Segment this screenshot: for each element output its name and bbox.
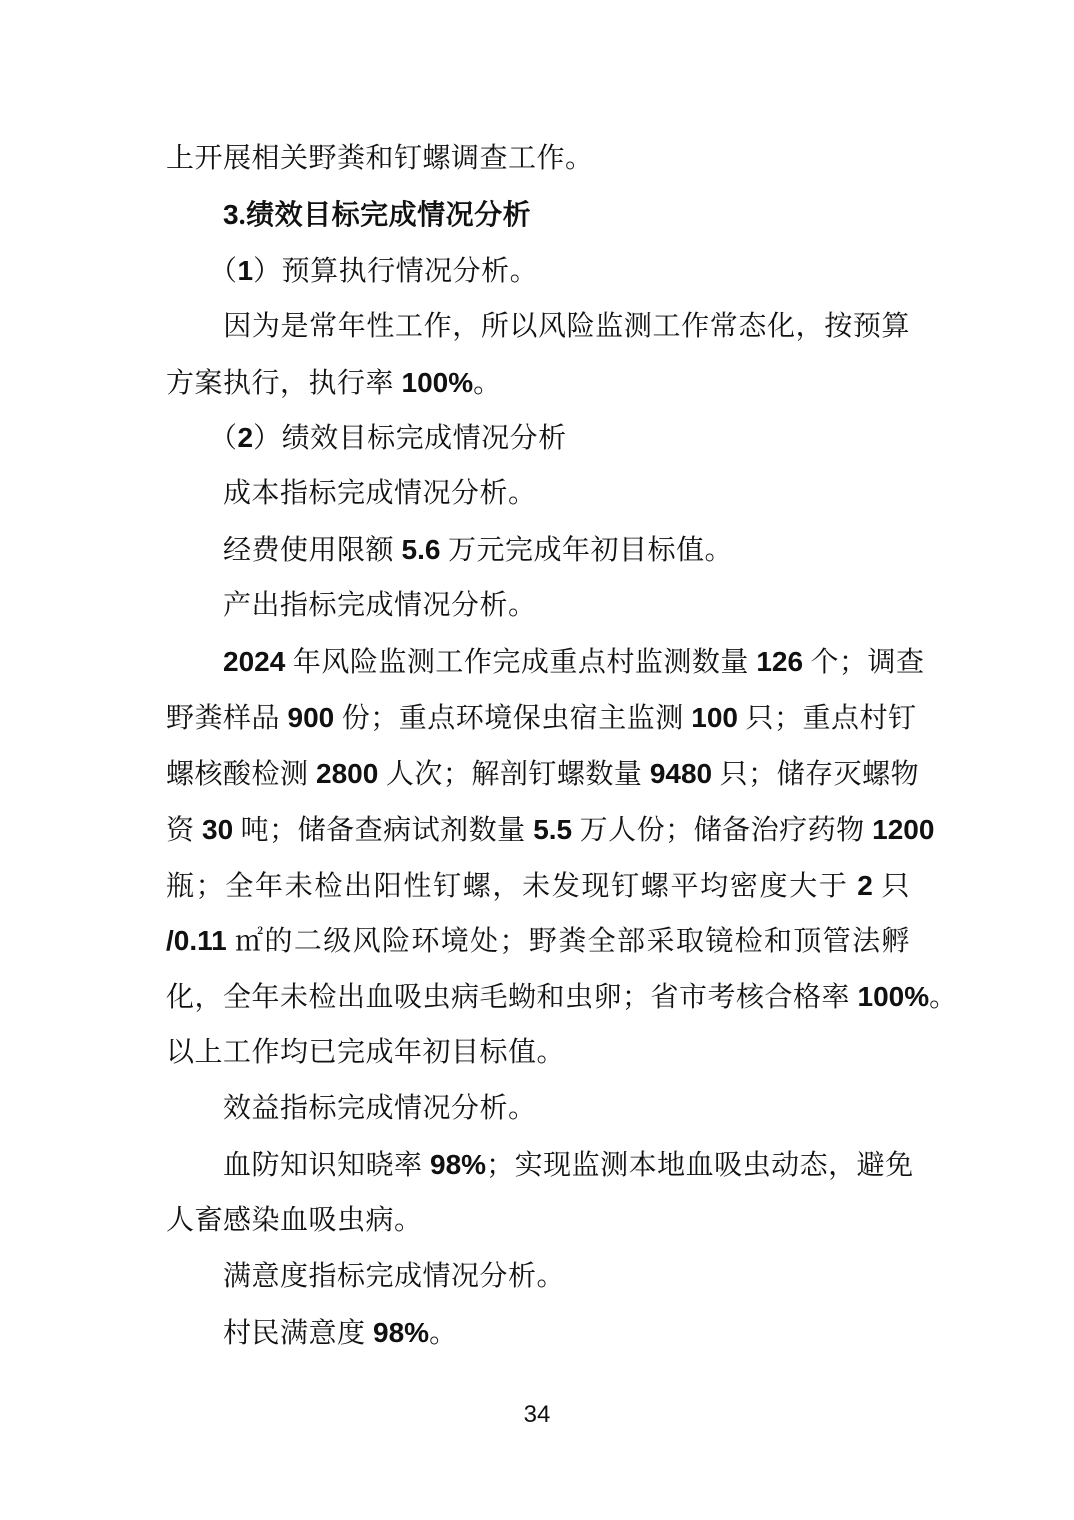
- text-line: 经费使用限额 5.6 万元完成年初目标值。: [166, 534, 733, 567]
- numeric-figure: /0.11: [166, 925, 227, 957]
- text-line: 螺核酸检测 2800 人次；解剖钉螺数量 9480 只；储存灭螺物: [166, 757, 920, 790]
- text-line: 成本指标完成情况分析。: [166, 478, 537, 510]
- text-line: 效益指标完成情况分析。: [166, 1093, 537, 1125]
- numeric-figure: 900: [287, 701, 335, 733]
- numeric-figure: 100: [691, 701, 738, 733]
- text-line: 以上工作均已完成年初目标值。: [166, 1037, 566, 1069]
- numeric-figure: 30: [202, 813, 234, 845]
- numeric-figure: 98%: [430, 1149, 487, 1181]
- text-line: 资 30 吨；储备查病试剂数量 5.5 万人份；储备治疗药物 1200: [166, 813, 935, 846]
- text-line: /0.11 ㎡的二级风险环境处；野粪全部采取镜检和顶管法孵: [166, 925, 910, 958]
- numeric-figure: 5.5: [533, 813, 573, 845]
- numeric-figure: 100%: [857, 981, 930, 1013]
- numeric-figure: 100%: [401, 366, 474, 398]
- numeric-figure: 1: [237, 254, 254, 286]
- numeric-figure: 98%: [373, 1316, 430, 1348]
- numeric-figure: 126: [756, 646, 804, 678]
- text-line: 满意度指标完成情况分析。: [166, 1260, 566, 1292]
- text-line: 方案执行，执行率 100%。: [166, 366, 502, 399]
- text-line: 瓶；全年未检出阳性钉螺，未发现钉螺平均密度大于 2 只: [166, 869, 910, 902]
- text-line: 血防知识知晓率 98%；实现监测本地血吸虫动态，避免: [166, 1149, 914, 1182]
- text-line: 上开展相关野粪和钉螺调查工作。: [166, 143, 594, 174]
- text-line: （2）绩效目标完成情况分析: [166, 422, 567, 455]
- numeric-figure: 9480: [649, 757, 713, 789]
- numeric-figure: 2024: [223, 646, 286, 678]
- text-line: 因为是常年性工作，所以风险监测工作常态化，按预算: [166, 310, 910, 342]
- text-line: 2024 年风险监测工作完成重点村监测数量 126 个；调查: [223, 646, 925, 679]
- numeric-figure: 2: [857, 869, 873, 901]
- numeric-figure: 5.6: [401, 534, 441, 566]
- text-line: 村民满意度 98%。: [166, 1316, 458, 1349]
- text-line: 产出指标完成情况分析。: [166, 590, 537, 622]
- document-body: [166, 131, 958, 1361]
- page-number: 34: [523, 1401, 551, 1428]
- text-line: 化，全年未检出血吸虫病毛蚴和虫卵；省市考核合格率 100%。: [166, 981, 958, 1014]
- text-line: 野粪样品 900 份；重点环境保虫宿主监测 100 只；重点村钉: [166, 701, 917, 734]
- numeric-figure: 2: [237, 422, 254, 454]
- text-line: （1）预算执行情况分析。: [166, 254, 539, 287]
- text-line: 人畜感染血吸虫病。: [166, 1204, 423, 1236]
- numeric-figure: 1200: [872, 813, 935, 845]
- numeric-figure: 2800: [316, 757, 379, 789]
- numeric-figure: 3: [223, 198, 239, 230]
- section-heading: 3.绩效目标完成情况分析: [223, 198, 532, 231]
